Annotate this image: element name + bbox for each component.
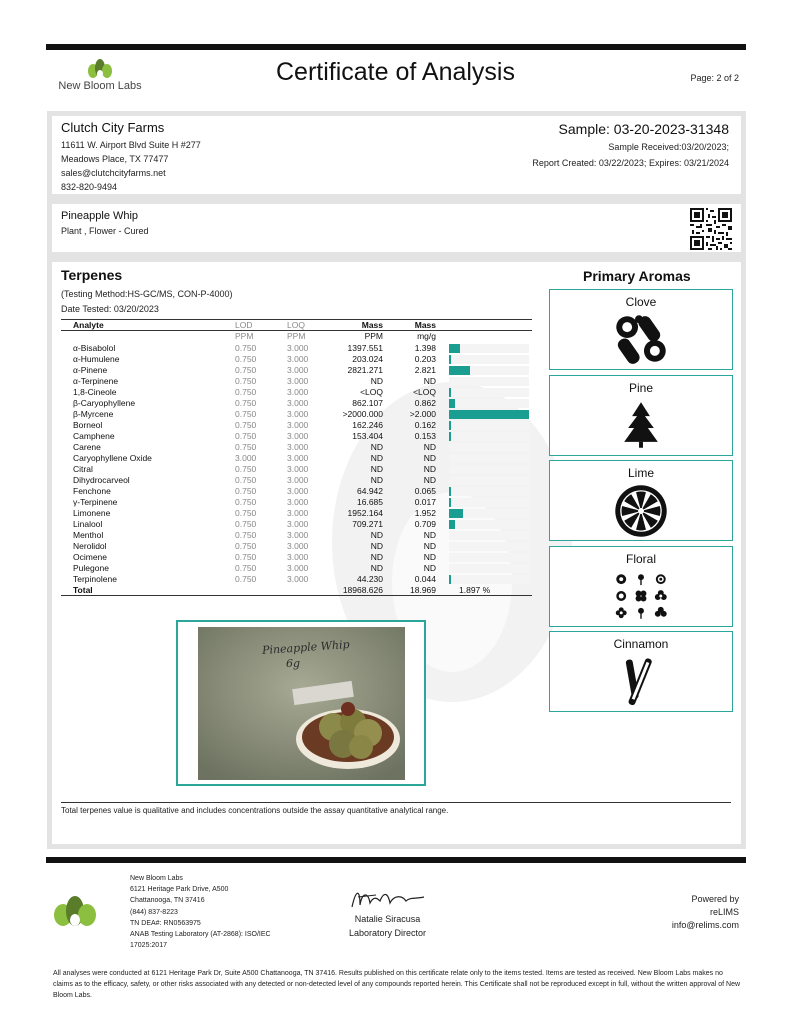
concentration-bar-fill [449, 399, 455, 408]
mass-ppm-value: 2821.271 [347, 365, 383, 375]
signer-name: Natalie Siracusa [354, 914, 421, 924]
analyte-name: 1,8-Cineole [73, 387, 117, 397]
client-phone: 832-820-9494 [61, 182, 118, 192]
table-header [61, 319, 532, 331]
loq-value: 3.000 [287, 574, 309, 584]
mass-mg-value: ND [423, 475, 436, 485]
loq-value: 3.000 [287, 376, 309, 386]
photo-caption: Pineapple Whip [261, 637, 350, 658]
photo-weight: 6g [286, 657, 301, 670]
concentration-bar-fill [449, 344, 460, 353]
lod-value: 0.750 [235, 552, 257, 562]
mass-ppm-value: ND [370, 530, 383, 540]
loq-value: 3.000 [287, 453, 309, 463]
terpenes-title: Terpenes [61, 267, 123, 283]
lab-address1: 6121 Heritage Park Drive, A500 [130, 886, 229, 894]
concentration-bar [449, 498, 529, 507]
loq-value: 3.000 [287, 365, 309, 375]
product-type: Plant , Flower - Cured [61, 226, 149, 236]
concentration-bar-fill [449, 575, 451, 584]
lod-value: 0.750 [235, 530, 257, 540]
total-row [61, 585, 532, 596]
aroma-label: Cinnamon [613, 637, 669, 651]
concentration-bar [449, 344, 529, 353]
concentration-bar [449, 421, 529, 430]
mass-mg-value: 0.065 [414, 486, 436, 496]
col-mass-ppm: Mass [361, 320, 383, 330]
lod-value: 0.750 [235, 376, 257, 386]
mass-mg-value: 1.398 [414, 343, 436, 353]
mass-mg-value: ND [423, 376, 436, 386]
loq-value: 3.000 [287, 354, 309, 364]
terpenes-table [61, 319, 532, 596]
lod-value: 0.750 [235, 387, 257, 397]
lab-address2: Chattanooga, TN 37416 [130, 897, 205, 905]
lod-value: 0.750 [235, 464, 257, 474]
mass-mg-value: 0.862 [414, 398, 436, 408]
mass-ppm-value: >2000.000 [342, 409, 383, 419]
unit-loq: PPM [287, 331, 306, 341]
loq-value: 3.000 [287, 552, 309, 562]
lab-dea: TN DEA#: RN0563975 [130, 919, 201, 927]
mass-mg-value: ND [423, 541, 436, 551]
loq-value: 3.000 [287, 508, 309, 518]
mass-ppm-value: 709.271 [352, 519, 383, 529]
aroma-label: Clove [625, 295, 657, 309]
analyte-name: Pulegone [73, 563, 109, 573]
lod-value: 0.750 [235, 563, 257, 573]
table-row [61, 409, 532, 420]
table-row [61, 530, 532, 541]
loq-value: 3.000 [287, 563, 309, 573]
aromas-title: Primary Aromas [583, 268, 691, 284]
mass-ppm-value: 44.230 [357, 574, 383, 584]
table-row [61, 486, 532, 497]
terpenes-panel [47, 257, 746, 849]
mass-mg-value: ND [423, 530, 436, 540]
mass-ppm-value: 862.107 [352, 398, 383, 408]
mass-ppm-value: ND [370, 442, 383, 452]
analyte-name: Dihydrocarveol [73, 475, 130, 485]
concentration-bar-fill [449, 487, 451, 496]
mass-mg-value: ND [423, 563, 436, 573]
unit-mg: mg/g [417, 331, 436, 341]
lod-value: 0.750 [235, 409, 257, 419]
concentration-bar [449, 454, 529, 463]
signature-image [348, 885, 428, 915]
aroma-label: Pine [628, 381, 654, 395]
mass-mg-value: ND [423, 552, 436, 562]
clove-icon [550, 312, 732, 366]
concentration-bar [449, 366, 529, 375]
logo-text: New Bloom Labs [58, 80, 142, 92]
concentration-bar [449, 487, 529, 496]
mass-mg-value: ND [423, 442, 436, 452]
concentration-bar-fill [449, 410, 529, 419]
table-row [61, 574, 532, 585]
analyte-name: Carene [73, 442, 101, 452]
analyte-name: α-Bisabolol [73, 343, 116, 353]
loq-value: 3.000 [287, 464, 309, 474]
mass-mg-value: ND [423, 453, 436, 463]
mass-ppm-value: 16.685 [357, 497, 383, 507]
table-row [61, 519, 532, 530]
mass-ppm-value: ND [370, 552, 383, 562]
loq-value: 3.000 [287, 420, 309, 430]
table-row [61, 343, 532, 354]
cinnamon-sticks-icon [550, 654, 732, 708]
table-row [61, 475, 532, 486]
report-dates: Report Created: 03/22/2023; Expires: 03/21/2024 [532, 158, 729, 168]
total-label: Total [73, 585, 93, 595]
mass-mg-value: ND [423, 464, 436, 474]
lod-value: 0.750 [235, 343, 257, 353]
analyte-name: Fenchone [73, 486, 111, 496]
concentration-bar-fill [449, 509, 463, 518]
sample-photo-frame [176, 620, 426, 786]
analyte-name: Menthol [73, 530, 104, 540]
powered-by-brand: reLIMS [709, 907, 739, 917]
analyte-name: Citral [73, 464, 93, 474]
concentration-bar-fill [449, 388, 451, 397]
concentration-bar-fill [449, 432, 451, 441]
mass-mg-value: 0.044 [414, 574, 436, 584]
aroma-label: Lime [627, 466, 654, 480]
lod-value: 0.750 [235, 508, 257, 518]
concentration-bar [449, 564, 529, 573]
mass-mg-value: 0.153 [414, 431, 436, 441]
footer-rule [46, 857, 746, 863]
pine-tree-icon [550, 400, 732, 450]
concentration-bar-fill [449, 355, 451, 364]
sample-received: Sample Received:03/20/2023; [608, 142, 729, 152]
mass-ppm-value: ND [370, 464, 383, 474]
aroma-card-floral [549, 546, 733, 627]
terpenes-footnote: Total terpenes value is qualitative and includes concentrations outside the assay quantitative analytical range. [61, 802, 731, 815]
analyte-name: Nerolidol [73, 541, 107, 551]
lod-value: 0.750 [235, 486, 257, 496]
table-row [61, 442, 532, 453]
unit-lod: PPM [235, 331, 254, 341]
table-row [61, 431, 532, 442]
concentration-bar-fill [449, 421, 451, 430]
mass-ppm-value: <LOQ [360, 387, 383, 397]
mass-mg-value: 0.709 [414, 519, 436, 529]
concentration-bar [449, 388, 529, 397]
top-rule [46, 44, 746, 50]
analyte-name: β-Myrcene [73, 409, 114, 419]
lod-value: 0.750 [235, 365, 257, 375]
client-address-line2: Meadows Place, TX 77477 [61, 154, 169, 164]
loq-value: 3.000 [287, 486, 309, 496]
lod-value: 0.750 [235, 442, 257, 452]
lod-value: 0.750 [235, 420, 257, 430]
page-title: Certificate of Analysis [276, 58, 515, 86]
concentration-bar [449, 377, 529, 386]
concentration-bar [449, 575, 529, 584]
lab-accreditation: ANAB Testing Laboratory (AT-2868): ISO/IEC [130, 931, 271, 939]
disclaimer: All analyses were conducted at 6121 Heritage Park Dr, Suite A500 Chattanooga, TN 37416. Results published on this certificate relate only to the items tested. Items are tested as received. New Bloom Labs makes no claims as to the efficacy, safety, or other risks associated with any detected or non-detected level of any compounds reported herein. This Certificate shall not be reproduced except in full, without the written approval of New Bloom Labs. [53, 970, 741, 999]
mass-ppm-value: 1397.551 [347, 343, 383, 353]
aroma-card-lime [549, 460, 733, 541]
loq-value: 3.000 [287, 530, 309, 540]
concentration-bar [449, 410, 529, 419]
analyte-name: γ-Terpinene [73, 497, 118, 507]
leaf-logo-icon [52, 895, 98, 929]
table-row [61, 354, 532, 365]
flowers-icon [550, 571, 732, 621]
loq-value: 3.000 [287, 398, 309, 408]
mass-mg-value: 1.952 [414, 508, 436, 518]
analyte-name: β-Caryophyllene [73, 398, 136, 408]
mass-mg-value: 0.017 [414, 497, 436, 507]
powered-by-email[interactable]: info@relims.com [671, 920, 739, 930]
mass-ppm-value: ND [370, 563, 383, 573]
mass-mg-value: 2.821 [414, 365, 436, 375]
analyte-name: α-Terpinene [73, 376, 119, 386]
qr-code-icon[interactable] [690, 208, 732, 250]
total-mass: 18968.626 [342, 585, 383, 595]
aroma-card-clove [549, 289, 733, 370]
lod-value: 0.750 [235, 519, 257, 529]
analyte-name: α-Pinene [73, 365, 108, 375]
client-email[interactable]: sales@clutchcityfarms.net [61, 168, 166, 178]
total-percent: 1.897 % [459, 585, 491, 595]
lod-value: 0.750 [235, 541, 257, 551]
analyte-name: Camphene [73, 431, 115, 441]
table-row [61, 387, 532, 398]
loq-value: 3.000 [287, 409, 309, 419]
aroma-label: Floral [625, 552, 656, 566]
concentration-bar [449, 476, 529, 485]
lab-name: New Bloom Labs [130, 875, 183, 882]
concentration-bar [449, 531, 529, 540]
loq-value: 3.000 [287, 442, 309, 452]
table-body [61, 343, 532, 585]
col-lod: LOD [235, 320, 253, 330]
table-row [61, 398, 532, 409]
col-mass-mg: Mass [414, 320, 436, 330]
table-row [61, 420, 532, 431]
lod-value: 3.000 [235, 453, 257, 463]
analyte-name: Caryophyllene Oxide [73, 453, 152, 463]
mass-ppm-value: 203.024 [352, 354, 383, 364]
concentration-bar [449, 355, 529, 364]
table-row [61, 497, 532, 508]
concentration-bar [449, 509, 529, 518]
mass-ppm-value: ND [370, 453, 383, 463]
lod-value: 0.750 [235, 398, 257, 408]
concentration-bar-fill [449, 520, 455, 529]
mass-ppm-value: 153.404 [352, 431, 383, 441]
col-loq: LOQ [287, 320, 305, 330]
mass-ppm-value: 162.246 [352, 420, 383, 430]
product-panel [47, 199, 746, 257]
lab-phone: (844) 837-8223 [130, 908, 178, 916]
table-row [61, 365, 532, 376]
concentration-bar [449, 443, 529, 452]
analyte-name: Ocimene [73, 552, 108, 562]
analyte-name: Terpinolene [73, 574, 117, 584]
mass-ppm-value: ND [370, 376, 383, 386]
table-row [61, 508, 532, 519]
powered-by [672, 893, 739, 932]
loq-value: 3.000 [287, 541, 309, 551]
product-name: Pineapple Whip [61, 210, 139, 222]
mass-mg-value: <LOQ [413, 387, 436, 397]
table-row [61, 464, 532, 475]
table-row [61, 552, 532, 563]
analyte-name: Borneol [73, 420, 103, 430]
client-name: Clutch City Farms [61, 120, 165, 135]
analyte-name: α-Humulene [73, 354, 120, 364]
mass-mg-value: 0.162 [414, 420, 436, 430]
loq-value: 3.000 [287, 497, 309, 507]
mass-ppm-value: 1952.164 [347, 508, 383, 518]
mass-ppm-value: 64.942 [357, 486, 383, 496]
concentration-bar [449, 465, 529, 474]
concentration-bar [449, 432, 529, 441]
aroma-card-cinnamon [549, 631, 733, 712]
lime-slice-icon [550, 483, 732, 539]
lod-value: 0.750 [235, 354, 257, 364]
sample-id: Sample: 03-20-2023-31348 [558, 121, 729, 137]
concentration-bar-fill [449, 366, 470, 375]
lod-value: 0.750 [235, 431, 257, 441]
concentration-bar [449, 542, 529, 551]
concentration-bar [449, 553, 529, 562]
signer-title: Laboratory Director [348, 928, 427, 938]
table-row [61, 563, 532, 574]
mass-mg-value: 0.203 [414, 354, 436, 364]
col-analyte: Analyte [73, 320, 104, 330]
aroma-card-pine [549, 375, 733, 456]
analyte-name: Limonene [73, 508, 111, 518]
loq-value: 3.000 [287, 343, 309, 353]
loq-value: 3.000 [287, 475, 309, 485]
client-panel [47, 111, 746, 199]
loq-value: 3.000 [287, 519, 309, 529]
table-row [61, 453, 532, 464]
lab-info [130, 873, 271, 951]
page-number: Page: 2 of 2 [690, 73, 739, 83]
lab-accreditation-cont: 17025:2017 [130, 942, 167, 950]
table-row [61, 541, 532, 552]
client-address-line1: 11611 W. Airport Blvd Suite H #277 [61, 140, 201, 150]
mass-ppm-value: ND [370, 475, 383, 485]
date-tested: Date Tested: 03/20/2023 [61, 304, 159, 314]
table-row [61, 376, 532, 387]
concentration-bar-fill [449, 498, 451, 507]
concentration-bar [449, 520, 529, 529]
testing-method: (Testing Method:HS-GC/MS, CON-P-4000) [61, 289, 233, 299]
mass-ppm-value: ND [370, 541, 383, 551]
lod-value: 0.750 [235, 475, 257, 485]
powered-by-label: Powered by [691, 894, 739, 904]
analyte-name: Linalool [73, 519, 103, 529]
loq-value: 3.000 [287, 431, 309, 441]
loq-value: 3.000 [287, 387, 309, 397]
sample-photo[interactable] [198, 627, 405, 780]
lod-value: 0.750 [235, 574, 257, 584]
total-mg: 18.969 [410, 585, 436, 595]
lod-value: 0.750 [235, 497, 257, 507]
unit-mass: PPM [364, 331, 383, 341]
concentration-bar [449, 399, 529, 408]
table-units [61, 331, 532, 343]
mass-mg-value: >2.000 [409, 409, 436, 419]
